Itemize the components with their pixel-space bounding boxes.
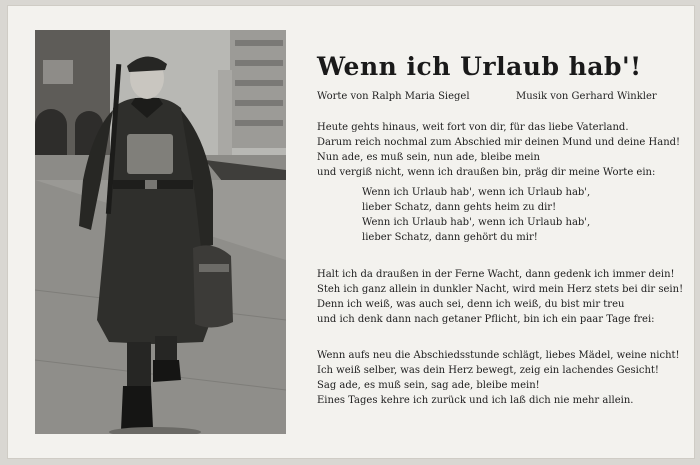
verse-line: und ich denk dann nach getaner Pflicht, bin ich ein paar Tage frei: [317, 314, 655, 325]
verse-2 [317, 267, 684, 327]
verse-line: Wenn aufs neu die Abschiedsstunde schlägt, liebes Mädel, weine nicht! [317, 350, 680, 361]
verse-line: Eines Tages kehre ich zurück und ich laß dich nie mehr allein. [317, 395, 634, 406]
verse-line: Nun ade, es muß sein, nun ade, bleibe mein [317, 152, 540, 163]
refrain [362, 185, 662, 245]
photo-scene [35, 30, 286, 434]
verse-line: Ich weiß selber, was dein Herz bewegt, zeig ein lachendes Gesicht! [317, 365, 659, 376]
verse-line: Darum reich nochmal zum Abschied mir deinen Mund und deine Hand! [317, 137, 681, 148]
refrain-line: Wenn ich Urlaub hab', wenn ich Urlaub hab', [362, 187, 591, 198]
song-title: Wenn ich Urlaub hab'! [317, 52, 642, 81]
verse-1 [317, 120, 681, 180]
verse-line: Heute gehts hinaus, weit fort von dir, für das liebe Vaterland. [317, 122, 629, 133]
verse-line: Steh ich ganz allein in dunkler Nacht, wird mein Herz stets bei dir sein! [317, 284, 684, 295]
refrain-line: Wenn ich Urlaub hab', wenn ich Urlaub hab', [362, 217, 591, 228]
soldier-photograph [35, 30, 286, 434]
verse-3 [317, 348, 680, 408]
refrain-line: lieber Schatz, dann gehört du mir! [362, 232, 538, 243]
verse-line: Halt ich da draußen in der Ferne Wacht, dann gedenk ich immer dein! [317, 269, 675, 280]
credits-line [317, 91, 677, 102]
composer-credit: Musik von Gerhard Winkler [516, 91, 657, 102]
verse-line: und vergiß nicht, wenn ich draußen bin, präg dir meine Worte ein: [317, 167, 656, 178]
verse-line: Sag ade, es muß sein, sag ade, bleibe mein! [317, 380, 540, 391]
refrain-line: lieber Schatz, dann gehts heim zu dir! [362, 202, 557, 213]
verse-line: Denn ich weiß, was auch sei, denn ich weiß, du bist mir treu [317, 299, 625, 310]
lyricist-credit: Worte von Ralph Maria Siegel [317, 91, 470, 102]
